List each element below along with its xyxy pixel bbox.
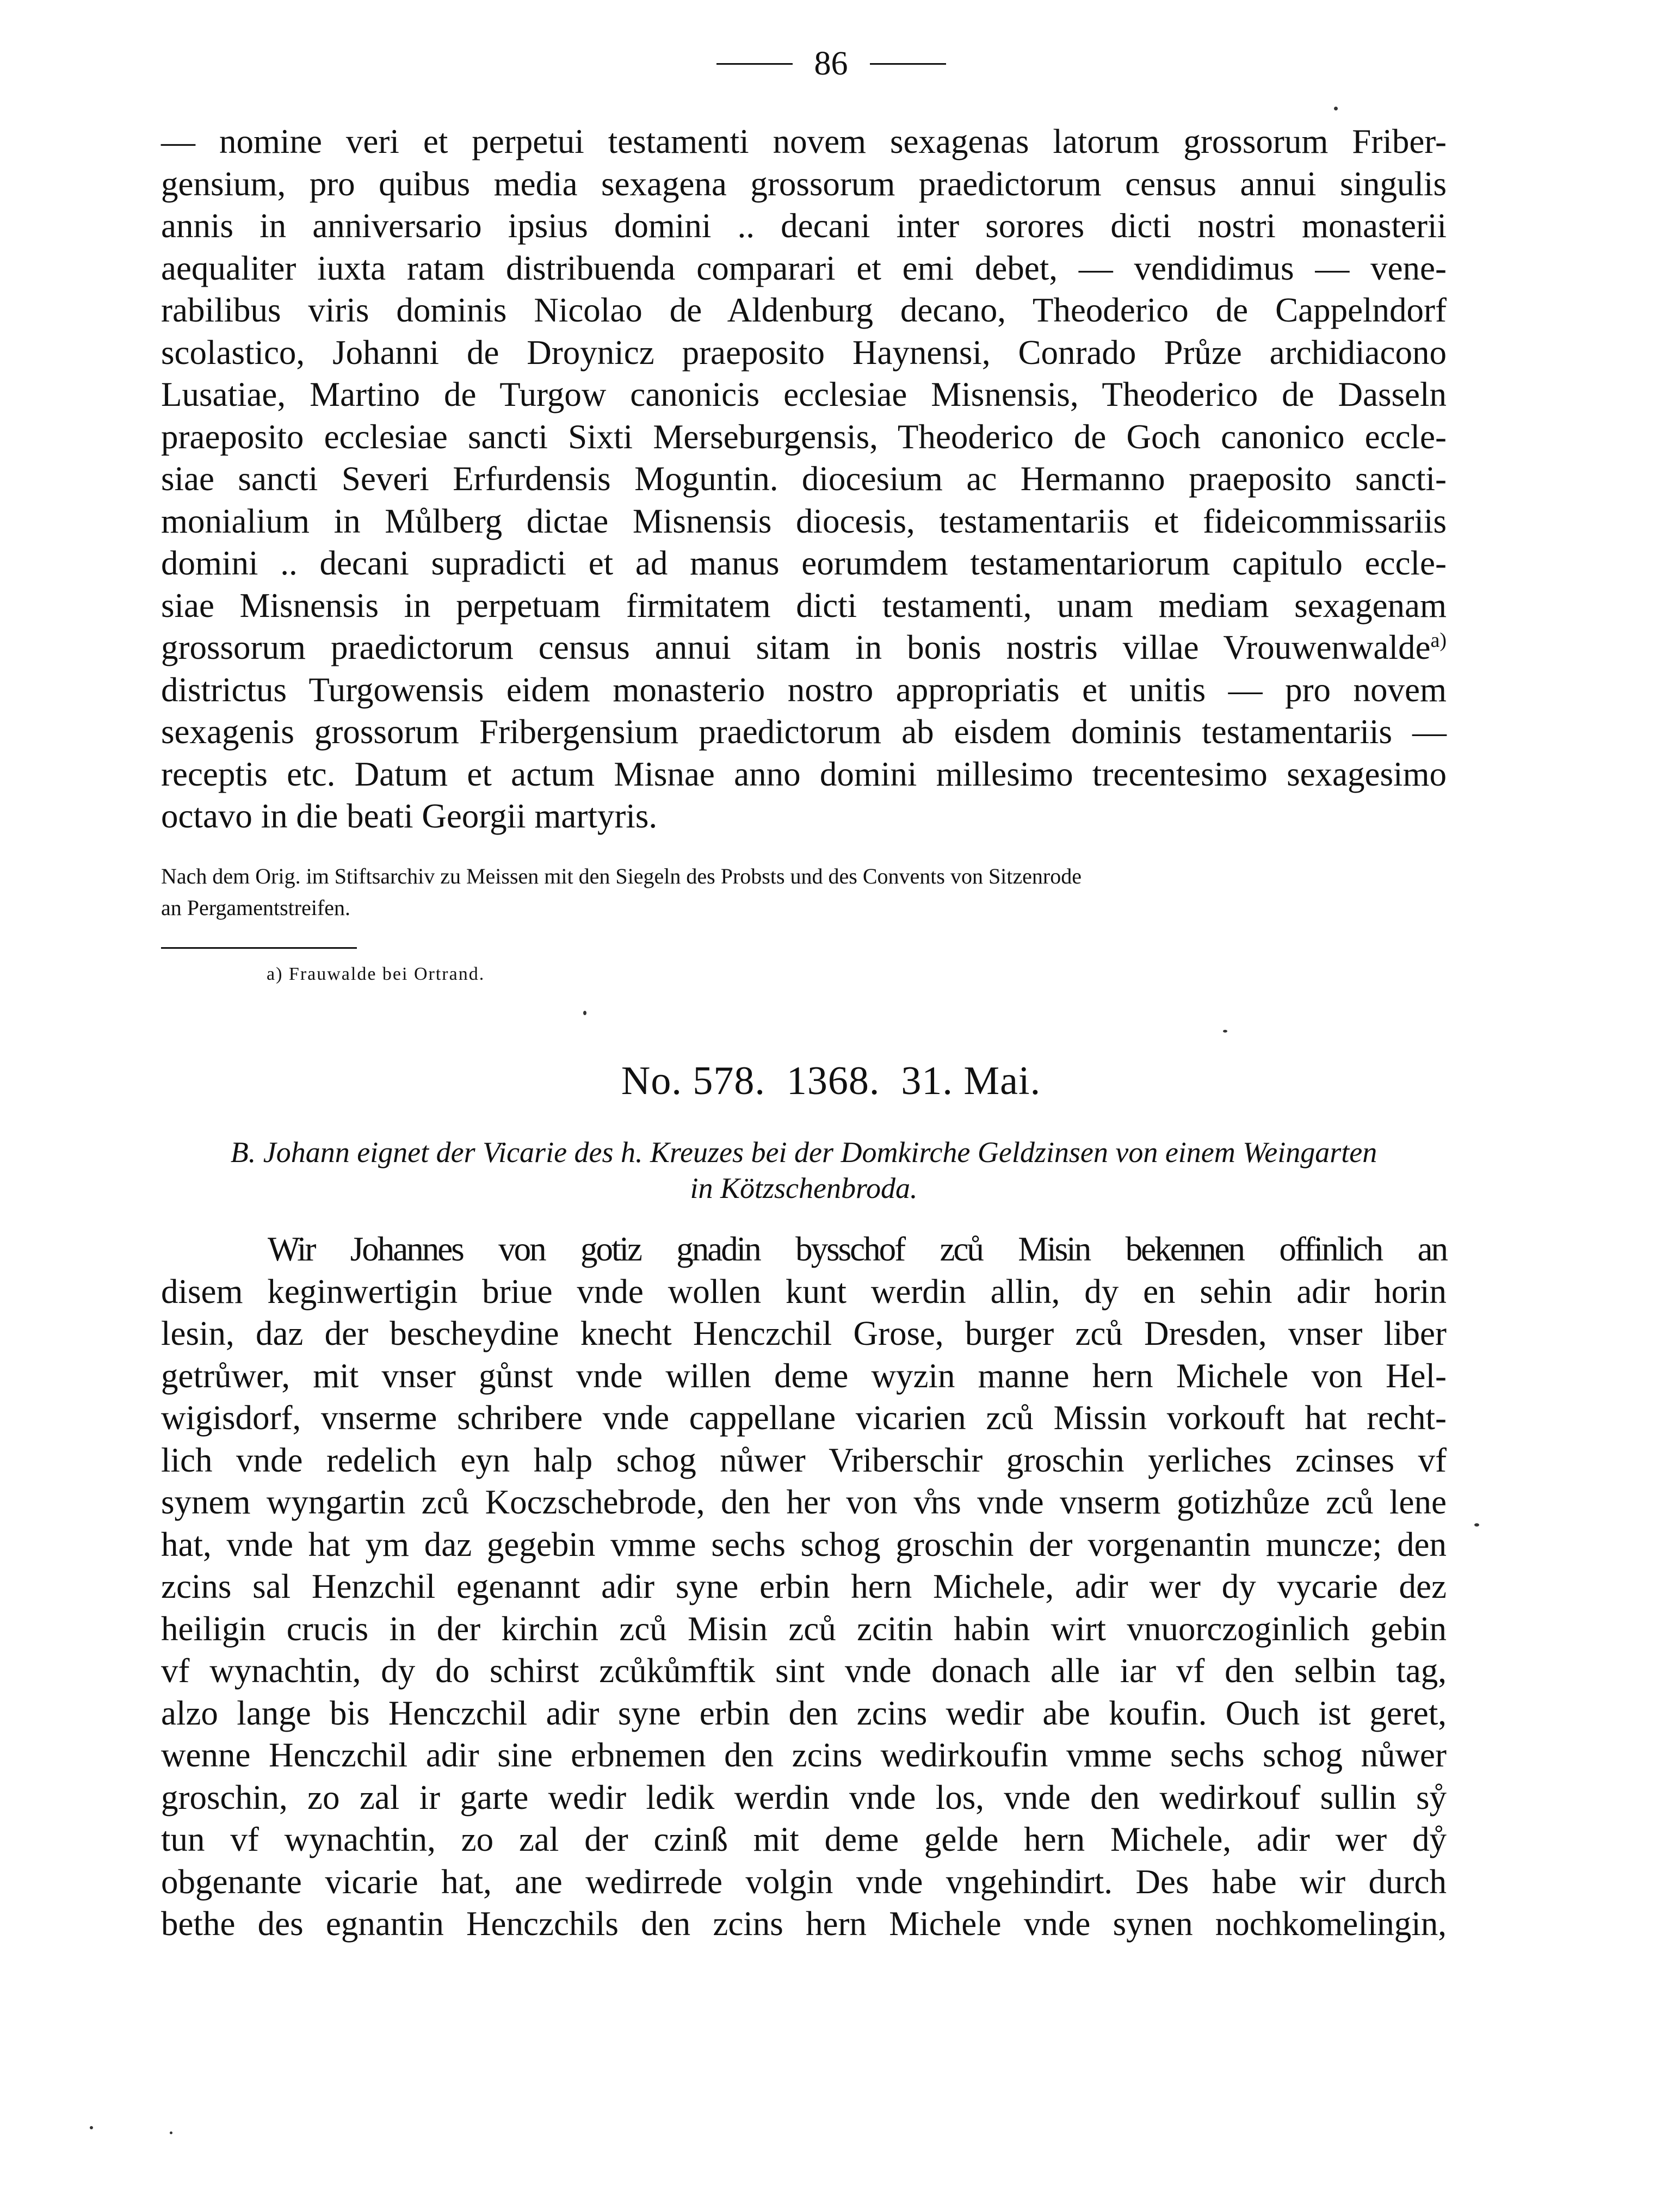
page-number-rule-left	[716, 63, 793, 65]
text-line: monialium in Můlberg dictae Misnensis diocesis, testamentariis et fideicommissariis	[161, 502, 1447, 540]
text-line: vf wynachtin, dy do schirst zcůkůmftik sint vnde donach alle iar vf den selbin tag,	[161, 1652, 1447, 1690]
text-line: sexagenis grossorum Fribergensium praedictorum ab eisdem dominis testamentariis —	[161, 713, 1447, 751]
previous-document-text	[161, 121, 1447, 838]
text-line: zcins sal Henzchil egenannt adir syne erbin hern Michele, adir wer dy vycarie dez	[161, 1567, 1447, 1605]
source-note	[161, 861, 1447, 924]
text-line: scolastico, Johanni de Droynicz praeposito Haynensi, Conrado Průze archidiacono	[161, 333, 1447, 372]
text-line-content: grossorum praedictorum census annui sitam in bonis nostris villae Vrouwenwalde	[161, 628, 1431, 666]
footnote: a) Frauwalde bei Ortrand.	[267, 964, 485, 984]
scan-speck	[90, 2126, 93, 2129]
scan-speck	[1334, 107, 1338, 110]
text-line: alzo lange bis Henczchil adir syne erbin den zcins wedir abe koufin. Ouch ist geret,	[161, 1694, 1447, 1732]
text-line: lich vnde redelich eyn halp schog nůwer Vriberschir groschin yerliches zcinses vf	[161, 1441, 1447, 1479]
scan-speck	[1223, 1030, 1227, 1033]
text-line: aequaliter iuxta ratam distribuenda comparari et emi debet, — vendidimus — vene-	[161, 249, 1447, 287]
footnote-rule	[161, 947, 357, 949]
text-line: rabilibus viris dominis Nicolao de Aldenburg decano, Theoderico de Cappelndorf	[161, 291, 1447, 329]
text-line: Wir Johannes von gotiz gnadin bysschof zců Misin bekennen offinlich an	[268, 1230, 1447, 1268]
scan-speck	[170, 2131, 172, 2134]
scan-speck	[583, 1011, 586, 1015]
text-line: receptis etc. Datum et actum Misnae anno domini millesimo trecentesimo sexagesimo	[161, 755, 1447, 793]
text-line-with-footnote	[161, 627, 1447, 669]
text-line: groschin, zo zal ir garte wedir ledik werdin vnde los, vnde den wedirkouf sullin sẙ	[161, 1778, 1447, 1816]
text-line: annis in anniversario ipsius domini .. decani inter sorores dicti nostri monasterii	[161, 207, 1447, 245]
text-line: siae sancti Severi Erfurdensis Moguntin. diocesium ac Hermanno praeposito sancti-	[161, 460, 1447, 498]
page-number: 86	[814, 45, 848, 82]
text-line: wenne Henczchil adir sine erbnemen den zcins wedirkoufin vmme sechs schog nůwer	[161, 1736, 1447, 1774]
text-line: domini .. decani supradicti et ad manus eorumdem testamentariorum capitulo eccle-	[161, 544, 1447, 582]
text-line: — nomine veri et perpetui testamenti novem sexagenas latorum grossorum Friber-	[161, 122, 1447, 160]
text-line: lesin, daz der bescheydine knecht Henczchil Grose, burger zců Dresden, vnser liber	[161, 1314, 1447, 1352]
text-line: synem wyngartin zců Koczschebrode, den her von v̊ns vnde vnserm gotizhůze zců lene	[161, 1483, 1447, 1521]
page-header	[0, 45, 1662, 83]
scan-speck	[1474, 1523, 1479, 1527]
summary-line: in Kötzschenbroda.	[690, 1172, 918, 1204]
text-line: obgenante vicarie hat, ane wedirrede volgin vnde vngehindirt. Des habe wir durch	[161, 1862, 1447, 1901]
summary-line: B. Johann eignet der Vicarie des h. Kreuzes bei der Domkirche Geldzinsen von einem Weingarten	[230, 1136, 1377, 1169]
charter-text	[161, 1228, 1447, 1945]
text-line: siae Misnensis in perpetuam firmitatem dicti testamenti, unam mediam sexagenam	[161, 586, 1447, 625]
text-line: heiligin crucis in der kirchin zců Misin zců zcitin habin wirt vnuorczoginlich gebin	[161, 1609, 1447, 1648]
text-line: districtus Turgowensis eidem monasterio nostro appropriatis et unitis — pro novem	[161, 670, 1447, 709]
document-summary	[161, 1134, 1447, 1206]
text-line: gensium, pro quibus media sexagena grossorum praedictorum census annui singulis	[161, 164, 1447, 203]
text-line: bethe des egnantin Henczchils den zcins hern Michele vnde synen nochkomelingin,	[161, 1905, 1447, 1943]
source-note-line: Nach dem Orig. im Stiftsarchiv zu Meissen mit den Siegeln des Probsts und des Convents von Sitzenrode	[161, 864, 1082, 888]
text-line: octavo in die beati Georgii martyris.	[161, 797, 658, 835]
source-note-line: an Pergamentstreifen.	[161, 895, 351, 920]
text-line: Lusatiae, Martino de Turgow canonicis ecclesiae Misnensis, Theoderico de Dasseln	[161, 375, 1447, 413]
footnote-marker: a)	[1430, 629, 1447, 652]
page-number-rule-right	[870, 63, 946, 65]
text-line: disem keginwertigin briue vnde wollen kunt werdin allin, dy en sehin adir horin	[161, 1272, 1447, 1311]
text-line: wigisdorf, vnserme schribere vnde cappellane vicarien zců Missin vorkouft hat recht-	[161, 1399, 1447, 1437]
text-line: praeposito ecclesiae sancti Sixti Merseburgensis, Theoderico de Goch canonico eccle-	[161, 417, 1447, 456]
text-line: getrůwer, mit vnser gůnst vnde willen deme wyzin manne hern Michele von Hel-	[161, 1356, 1447, 1395]
text-line: tun vf wynachtin, zo zal der czinß mit deme gelde hern Michele, adir wer dẙ	[161, 1820, 1447, 1858]
text-line: hat, vnde hat ym daz gegebin vmme sechs schog groschin der vorgenantin muncze; den	[161, 1525, 1447, 1564]
document-heading: No. 578. 1368. 31. Mai.	[621, 1059, 1041, 1103]
